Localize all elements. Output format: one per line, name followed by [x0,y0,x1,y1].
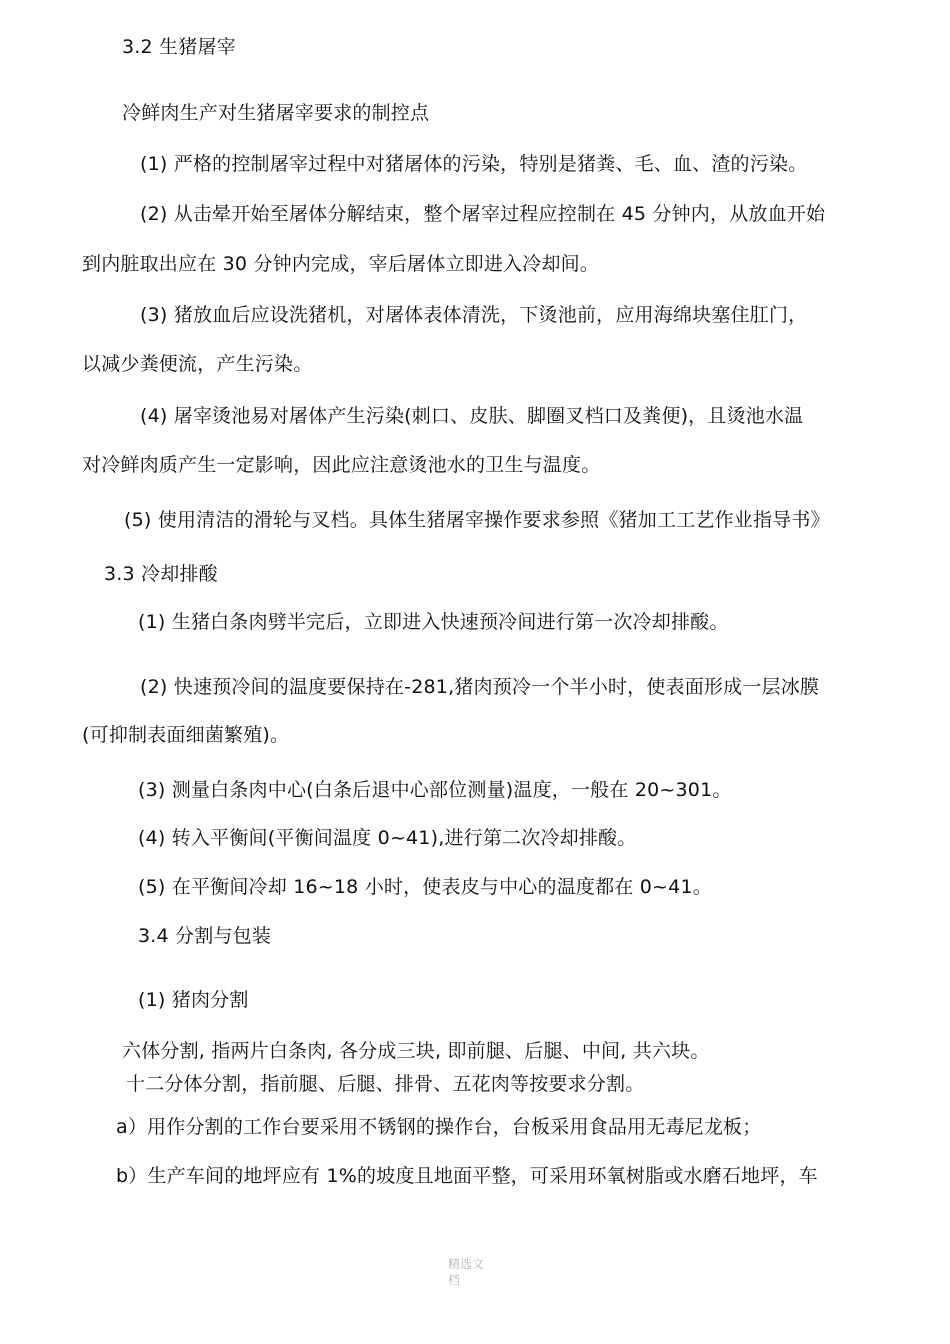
paragraph-line: (4) 屠宰烫池易对屠体产生污染(刺口、皮肤、脚圈叉档口及粪便)，且烫池水温 [140,405,804,427]
section-heading-3-3: 3.3 冷却排酸 [104,563,218,585]
paragraph-line: 以减少粪便流，产生污染。 [82,353,313,375]
paragraph-line: (3) 猪放血后应设洗猪机，对屠体表体清洗，下烫池前，应用海绵块塞住肛门， [140,304,808,326]
paragraph-line: a）用作分割的工作台要采用不锈钢的操作台，台板采用食品用无毒尼龙板； [116,1116,762,1138]
paragraph-line: 到内脏取出应在 30 分钟内完成，宰后屠体立即进入冷却间。 [82,253,600,275]
subsection-heading: 冷鲜肉生产对生猪屠宰要求的制控点 [122,102,430,124]
paragraph-line: 十二分体分割，指前腿、后腿、排骨、五花肉等按要求分割。 [126,1073,645,1095]
section-heading-3-2: 3.2 生猪屠宰 [122,36,236,58]
paragraph-line: (可抑制表面细菌繁殖)。 [82,724,290,746]
paragraph-line: b）生产车间的地坪应有 1%的坡度且地面平整，可采用环氧树脂或水磨石地坪，车 [116,1165,818,1187]
paragraph-line: 对冷鲜肉质产生一定影响，因此应注意烫池水的卫生与温度。 [82,454,601,476]
paragraph-line: (5) 使用清洁的滑轮与叉档。具体生猪屠宰操作要求参照《猪加工工艺作业指导书》 [124,509,830,531]
paragraph-line: (2) 快速预冷间的温度要保持在-281,猪肉预冷一个半小时，使表面形成一层冰膜 [140,676,820,698]
section-heading-3-4: 3.4 分割与包装 [138,925,272,947]
paragraph-line: (3) 测量白条肉中心(白条后退中心部位测量)温度，一般在 20~301。 [138,779,732,801]
paragraph-line: (1) 生猪白条肉劈半完后，立即进入快速预冷间进行第一次冷却排酸。 [138,611,729,633]
paragraph-line: (2) 从击晕开始至屠体分解结束，整个屠宰过程应控制在 45 分钟内，从放血开始 [140,203,826,225]
paragraph-line: (1) 严格的控制屠宰过程中对猪屠体的污染，特别是猪粪、毛、血、渣的污染。 [140,153,808,175]
paragraph-line: (5) 在平衡间冷却 16~18 小时，使表皮与中心的温度都在 0~41。 [138,876,712,898]
page-footer-watermark: 精选文档 [448,1257,485,1287]
paragraph-line: 六体分割, 指两片白条肉, 各分成三块, 即前腿、后腿、中间, 共六块。 [122,1040,710,1062]
subsection-heading: (1) 猪肉分割 [138,989,249,1011]
paragraph-line: (4) 转入平衡间(平衡间温度 0~41),进行第二次冷却排酸。 [138,827,637,849]
